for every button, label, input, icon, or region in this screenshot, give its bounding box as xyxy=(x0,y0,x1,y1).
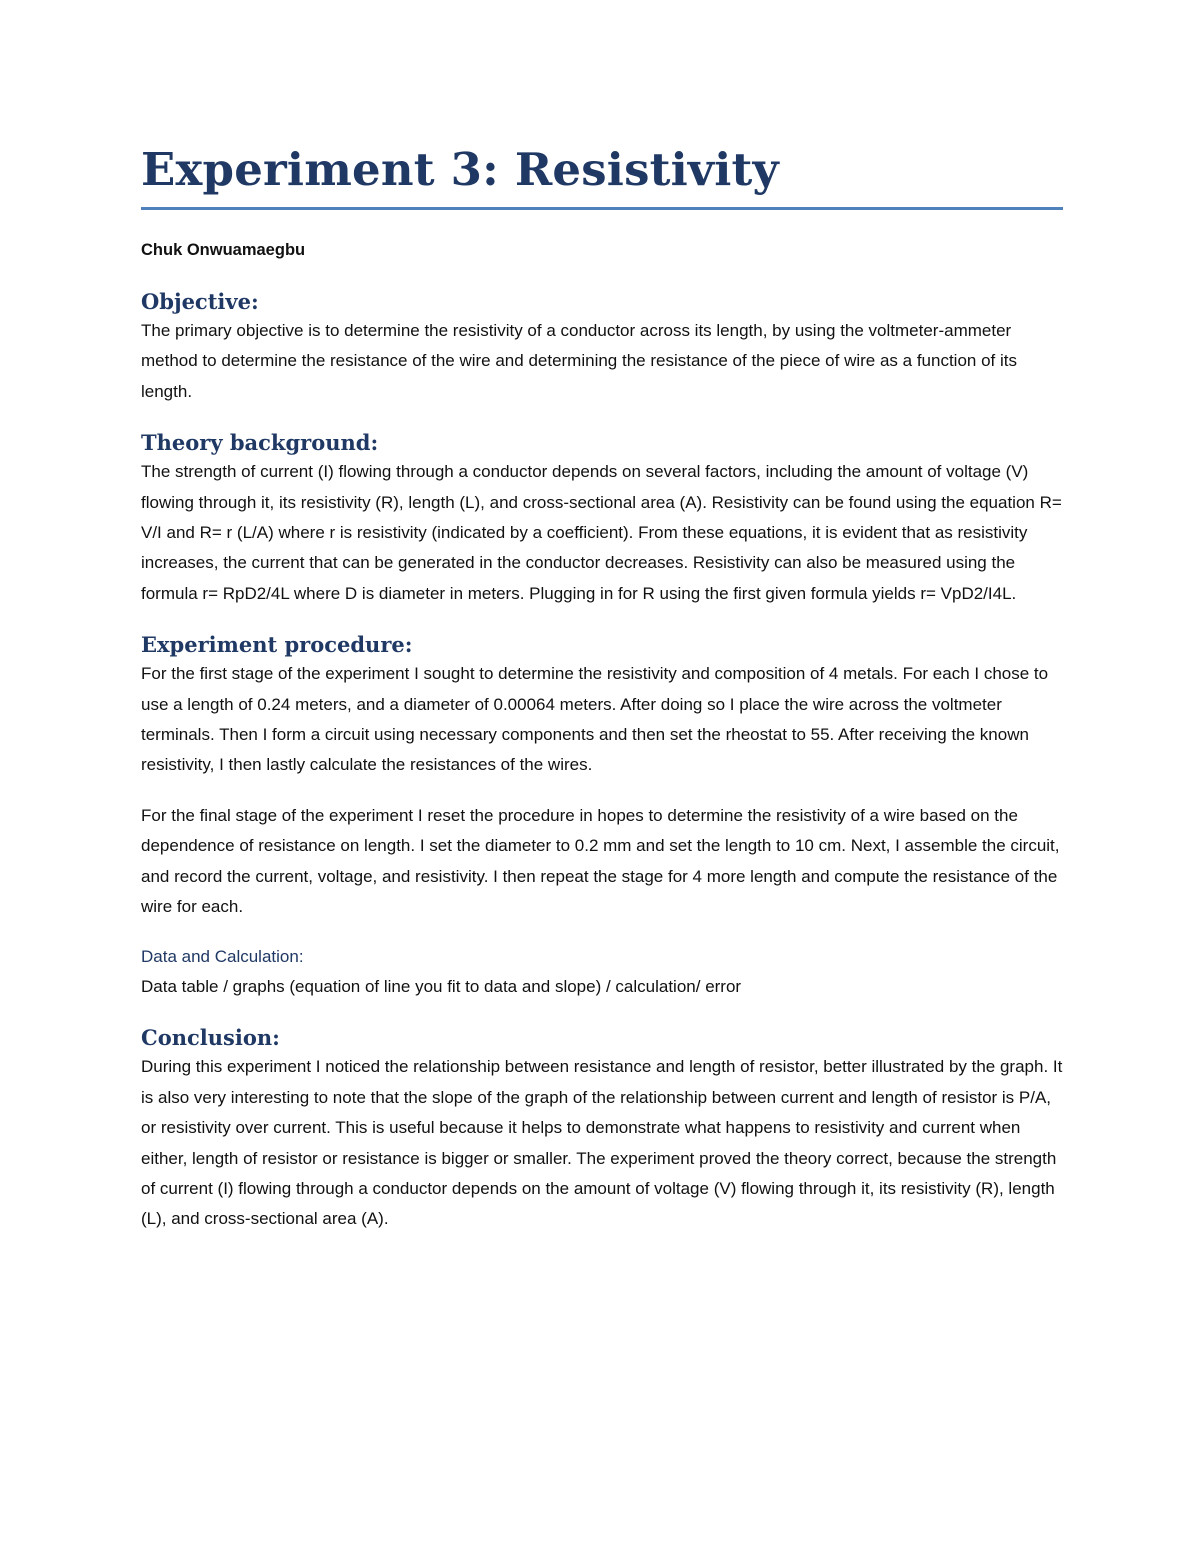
theory-text: The strength of current (I) flowing through a conductor depends on several factors, including the amount of voltage (V) flowing through it, its resistivity (R), length (L), and cross-sectional area (A). Resistivity can be found using the equation R= V/I and R= r (L/A) where r is resistivity (indicated by a coefficient). From these equations, it is evident that as resistivity increases, the current that can be generated in the conductor decreases. Resistivity can also be measured using the formula r= RpD2/4L where D is diameter in meters. Plugging in for R using the first given formula yields r= VpD2/I4L. xyxy=(141,462,1062,603)
procedure-paragraph-2: For the final stage of the experiment I reset the procedure in hopes to determine the resistivity of a wire based on the dependence of resistance on length. I set the diameter to 0.2 mm and set the length to 10 cm. Next, I assemble the circuit, and record the current, voltage, and resistivity. I then repeat the stage for 4 more length and compute the resistance of the wire for each. xyxy=(141,805,1060,917)
document-page xyxy=(141,140,1066,1235)
procedure-section xyxy=(141,631,1066,922)
conclusion-section xyxy=(141,1024,1066,1234)
conclusion-heading: Conclusion: xyxy=(141,1025,280,1051)
procedure-heading: Experiment procedure: xyxy=(141,632,413,658)
title-underline xyxy=(141,207,1063,210)
procedure-paragraph-1: For the first stage of the experiment I sought to determine the resistivity and composition of 4 metals. For each I chose to use a length of 0.24 meters, and a diameter of 0.00064 meters. After doing so I place the wire across the voltmeter terminals. Then I form a circuit using necessary components and then set the rheostat to 55. After receiving the known resistivity, I then lastly calculate the resistances of the wires. xyxy=(141,664,1049,775)
data-section xyxy=(141,942,1066,1003)
theory-heading: Theory background: xyxy=(141,430,379,456)
objective-text: The primary objective is to determine the resistivity of a conductor across its length, by using the voltmeter-ammeter method to determine the resistance of the wire and determining the resistance of the piece of wire as a function of its length. xyxy=(141,321,1017,401)
data-heading: Data and Calculation: xyxy=(141,946,304,966)
objective-section xyxy=(141,288,1066,407)
data-text: Data table / graphs (equation of line you fit to data and slope) / calculation/ error xyxy=(141,976,742,996)
author-name: Chuk Onwuamaegbu xyxy=(141,241,306,259)
conclusion-text: During this experiment I noticed the relationship between resistance and length of resistor, better illustrated by the graph. It is also very interesting to note that the slope of the graph of the relationship between current and length of resistor is P/A, or resistivity over current. This is useful because it helps to demonstrate what happens to resistivity and current when either, length of resistor or resistance is bigger or smaller. The experiment proved the theory correct, because the strength of current (I) flowing through a conductor depends on the amount of voltage (V) flowing through it, its resistivity (R), length (L), and cross-sectional area (A). xyxy=(141,1057,1063,1229)
document-title: Experiment 3: Resistivity xyxy=(141,143,779,196)
objective-heading: Objective: xyxy=(141,289,259,314)
theory-section xyxy=(141,429,1066,609)
